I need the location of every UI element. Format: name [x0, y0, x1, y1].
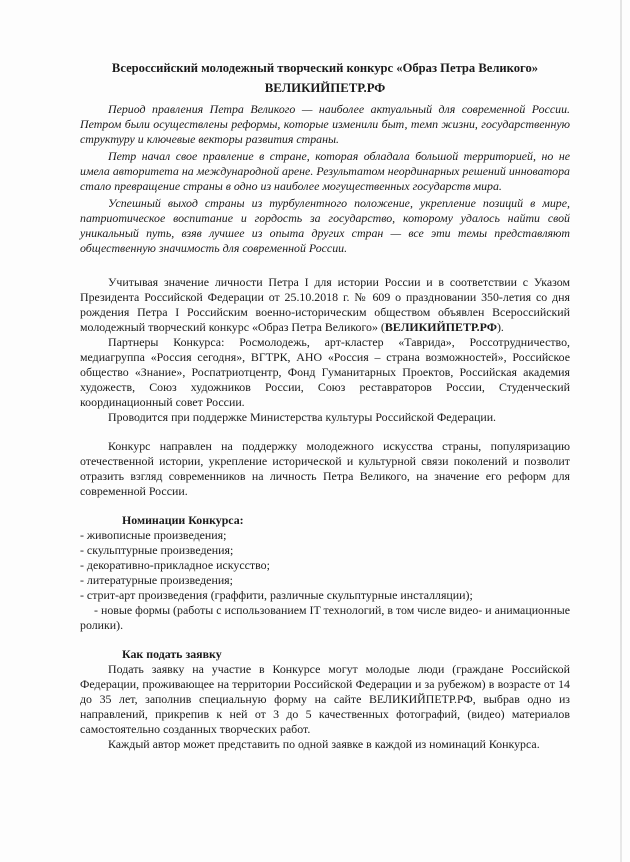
intro-paragraph-2: Петр начал свое правление в стране, которая обладала большой территорией, но не имела авторитета на международной арене. Результатом неординарных решений инноватора стало превращение страны в одно из наиболее могущественных государств мира. — [80, 149, 570, 193]
document-title: Всероссийский молодежный творческий конкурс «Образ Петра Великого» — [111, 61, 539, 75]
nominations-heading: Номинации Конкурса: — [122, 513, 244, 527]
intro-paragraph-3: Успешный выход страны из турбулентного положение, укрепление позиций в мире, патриотическое воспитание и гордость за государство, которому удалось найти свой уникальный путь, взяв лучшее из опыта других стран — все эти темы представляют общественную значимость для современной России. — [80, 196, 570, 255]
paragraph-aim: Конкурс направлен на поддержку молодежного искусства страны, популяризацию отечественной истории, укрепление исторической и культурной связи поколений и позволит отразить взгляд современников на личность Петра Великого, на значение его реформ для современной России. — [80, 439, 570, 498]
site-name-bold: ВЕЛИКИЙПЕТР.РФ — [384, 320, 497, 334]
main-body — [80, 275, 570, 752]
page-edge-shadow — [620, 0, 622, 862]
paragraph-partners: Партнеры Конкурса: Росмолодежь, арт-кластер «Таврида», Россотрудничество, медиагруппа «Россия сегодня», ВГТРК, АНО «Россия – страна возможностей», Российское общество «Знание», Роспатриотцентр, Фонд Гуманитарных Проектов, Российская академия художеств, Союз художников России, Союз реставраторов России, Студенческий координационный совет России. — [80, 335, 570, 409]
nominations-list — [80, 528, 570, 633]
apply-paragraph-2: Каждый автор может представить по одной заявке в каждой из номинаций Конкурса. — [108, 737, 540, 751]
nomination-item: - декоративно-прикладное искусство; — [80, 558, 270, 572]
intro-section — [80, 102, 570, 256]
apply-paragraph-1: Подать заявку на участие в Конкурсе могут молодые люди (граждане Российской Федерации, проживающее на территории Российской Федерации и за рубежом) в возрасте от 14 до 35 лет, заполнив специальную форму на сайте ВЕЛИКИЙПЕТР.РФ, выбрав одно из направлений, прикрепив к ней от 3 до 5 качественных фотографий, (видео) материалов самостоятельно созданных творческих работ. — [80, 662, 570, 736]
nomination-item: - живописные произведения; — [80, 528, 227, 542]
apply-heading: Как подать заявку — [122, 647, 222, 661]
intro-paragraph-1: Период правления Петра Великого — наиболее актуальный для современной России. Петром были осуществлены реформы, которые изменили быт, темп жизни, государственную структуру и ключевые векторы развития страны. — [80, 102, 570, 146]
nomination-item: - новые формы (работы с использованием IT технологий, в том числе видео- и анимационные ролики). — [80, 603, 570, 632]
document-subtitle: ВЕЛИКИЙПЕТР.РФ — [264, 81, 386, 95]
nomination-item: - литературные произведения; — [80, 573, 233, 587]
paragraph-decree — [80, 275, 570, 335]
paragraph-decree-text: Учитывая значение личности Петра I для истории России и в соответствии с Указом Президента Российской Федерации от 25.10.2018 г. № 609 о праздновании 350-летия со дня рождения Петра I Российским военно-историческим обществом объявлен Всероссийский молодежный творческий конкурс «Образ Петра Великого» ( — [80, 275, 570, 334]
nomination-item: - стрит-арт произведения (граффити, различные скульптурные инсталляции); — [80, 588, 473, 602]
nomination-item: - скульптурные произведения; — [80, 543, 234, 557]
paragraph-decree-end: ). — [496, 320, 504, 334]
document-content — [80, 60, 570, 752]
paragraph-support: Проводится при поддержке Министерства культуры Российской Федерации. — [108, 410, 497, 424]
